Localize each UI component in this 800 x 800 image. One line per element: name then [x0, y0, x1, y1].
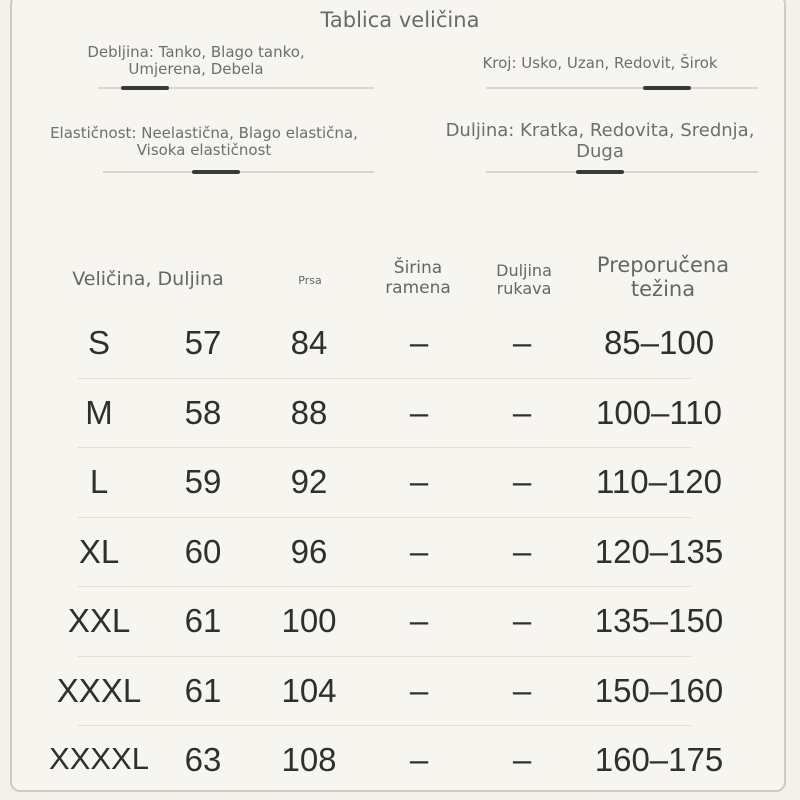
cell-size: XL	[78, 532, 120, 570]
cell-weight: 160–175	[594, 741, 724, 778]
cell-size: S	[87, 324, 110, 361]
cell-size: M	[85, 393, 113, 431]
cell-sleeve: –	[512, 532, 532, 570]
header-weight-line-1: Preporučena	[596, 253, 730, 277]
attr-elasticnost-marker	[192, 170, 240, 174]
attr-elasticnost	[38, 125, 370, 160]
cell-length: 61	[184, 671, 222, 709]
cell-sleeve: –	[512, 324, 532, 361]
header-shoulder-line-2: ramena	[385, 277, 451, 298]
cell-shoulder: –	[409, 532, 429, 570]
cell-length: 57	[184, 324, 222, 361]
attr-duljina	[420, 121, 780, 162]
cell-length: 63	[184, 741, 222, 778]
cell-chest: 100	[281, 602, 337, 639]
attr-duljina-label-1: Duljina: Kratka, Redovita, Srednja,	[445, 120, 755, 141]
cell-weight: 85–100	[603, 324, 715, 361]
attr-duljina-marker	[576, 170, 624, 174]
cell-weight: 150–160	[594, 671, 724, 709]
cell-weight: 120–135	[594, 532, 724, 570]
attr-duljina-label-2: Duga	[576, 140, 624, 162]
row-divider	[78, 447, 692, 448]
attr-elasticnost-track	[103, 171, 374, 173]
cell-sleeve: –	[512, 602, 532, 639]
cell-shoulder: –	[409, 463, 429, 500]
attr-elasticnost-label-1: Elastičnost: Neelastična, Blago elastična,	[50, 124, 358, 142]
page-title: Tablica veličina	[320, 8, 480, 32]
header-size-length: Veličina, Duljina	[72, 268, 224, 290]
attr-debljina-label-1: Debljina: Tanko, Blago tanko,	[87, 43, 305, 61]
attr-debljina-track	[98, 87, 374, 89]
cell-weight: 110–120	[595, 463, 723, 500]
cell-chest: 84	[290, 324, 328, 361]
cell-chest: 88	[290, 393, 328, 431]
cell-weight: 100–110	[595, 393, 723, 431]
attr-debljina	[70, 44, 322, 79]
cell-chest: 108	[281, 741, 337, 778]
header-shoulder	[368, 259, 468, 298]
attr-elasticnost-label-2: Visoka elastičnost	[136, 141, 272, 160]
row-divider	[78, 586, 692, 587]
cell-chest: 96	[290, 532, 328, 570]
attr-kroj	[450, 55, 750, 72]
cell-size: XXL	[67, 602, 131, 639]
cell-chest: 104	[281, 671, 337, 709]
cell-shoulder: –	[409, 741, 429, 778]
header-weight-line-2: težina	[630, 277, 696, 302]
row-divider	[78, 656, 692, 657]
cell-length: 60	[184, 532, 222, 570]
cell-shoulder: –	[409, 393, 429, 431]
header-sleeve	[476, 262, 572, 299]
header-shoulder-line-1: Širina	[393, 258, 443, 278]
cell-sleeve: –	[512, 741, 532, 778]
cell-shoulder: –	[409, 602, 429, 639]
cell-sleeve: –	[512, 463, 532, 500]
cell-chest: 92	[290, 463, 328, 500]
attr-kroj-track	[486, 87, 758, 89]
row-divider	[78, 378, 692, 379]
header-weight	[578, 253, 748, 301]
header-sleeve-line-1: Duljina	[496, 261, 552, 280]
cell-size: XXXXL	[49, 741, 149, 776]
attr-kroj-label-1: Kroj: Usko, Uzan, Redovit, Širok	[482, 54, 718, 72]
cell-sleeve: –	[512, 393, 532, 431]
row-divider	[78, 517, 692, 518]
cell-shoulder: –	[409, 671, 429, 709]
cell-shoulder: –	[409, 324, 429, 361]
cell-weight: 135–150	[594, 602, 724, 639]
attr-duljina-track	[486, 171, 758, 173]
cell-length: 61	[184, 602, 222, 639]
header-chest: Prsa	[298, 274, 322, 287]
cell-sleeve: –	[512, 671, 532, 709]
cell-size: XXXL	[56, 671, 142, 709]
attr-debljina-label-2: Umjerena, Debela	[128, 60, 264, 79]
header-sleeve-line-2: rukava	[496, 279, 552, 299]
row-divider	[78, 725, 692, 726]
attr-debljina-marker	[121, 86, 169, 90]
cell-size: L	[89, 463, 109, 500]
cell-length: 58	[184, 393, 222, 431]
cell-length: 59	[184, 463, 222, 500]
attr-kroj-marker	[643, 86, 691, 90]
